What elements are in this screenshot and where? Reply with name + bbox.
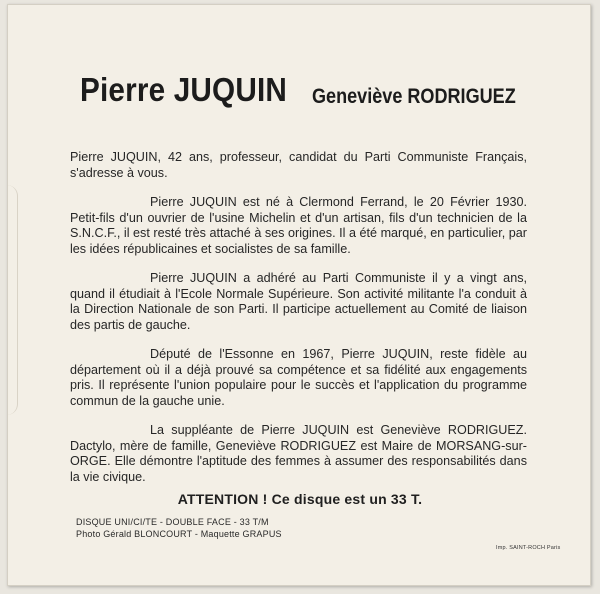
paragraph-intro: Pierre JUQUIN, 42 ans, professeur, candidat du Parti Communiste Français, s'adresse à vous.	[70, 150, 527, 180]
credits-disc-info: DISQUE UNI/CI/TE - DOUBLE FACE - 33 T/M	[76, 517, 269, 527]
title-block	[80, 71, 540, 109]
candidate-name: Pierre JUQUIN	[80, 71, 288, 108]
paragraph-deputy: Député de l'Essonne en 1967, Pierre JUQUIN, reste fidèle au département où il a déjà prouvé sa compétence et sa fidélité aux engagements pris. Il représente l'union populaire pour le succès et l'application du programme commun de la gauche unie.	[70, 347, 527, 408]
substitute-name: Geneviève RODRIGUEZ	[312, 85, 516, 108]
credits	[76, 516, 282, 540]
body-text	[70, 150, 527, 499]
paragraph-substitute: La suppléante de Pierre JUQUIN est Geneviève RODRIGUEZ. Dactylo, mère de famille, Geneviève RODRIGUEZ est Maire de MORSANG-sur-ORGE. Elle démontre l'aptitude des femmes à assumer des responsabilités dans la vie civique.	[70, 423, 527, 484]
attention-notice: ATTENTION ! Ce disque est un 33 T.	[177, 491, 423, 507]
printer-imprint: Imp. SAINT-ROCH Paris	[496, 545, 561, 551]
paragraph-birth: Pierre JUQUIN est né à Clermond Ferrand, le 20 Février 1930. Petit-fils d'un ouvrier de l'usine Michelin et d'un artisan, fils d'un technicien de la S.N.C.F., il est resté très attaché à ses origines. Il a été marqué, en particulier, par les idées républicaines et socialistes de sa famille.	[70, 195, 527, 256]
paragraph-party: Pierre JUQUIN a adhéré au Parti Communiste il y a vingt ans, quand il étudiait à l'Ecole Normale Supérieure. Son activité militante l'a conduit à la Direction Nationale de son Parti. Il participe actuellement au Comité de liaison des partis de gauche.	[70, 271, 527, 332]
credits-photo-design: Photo Gérald BLONCOURT - Maquette GRAPUS	[76, 529, 282, 539]
